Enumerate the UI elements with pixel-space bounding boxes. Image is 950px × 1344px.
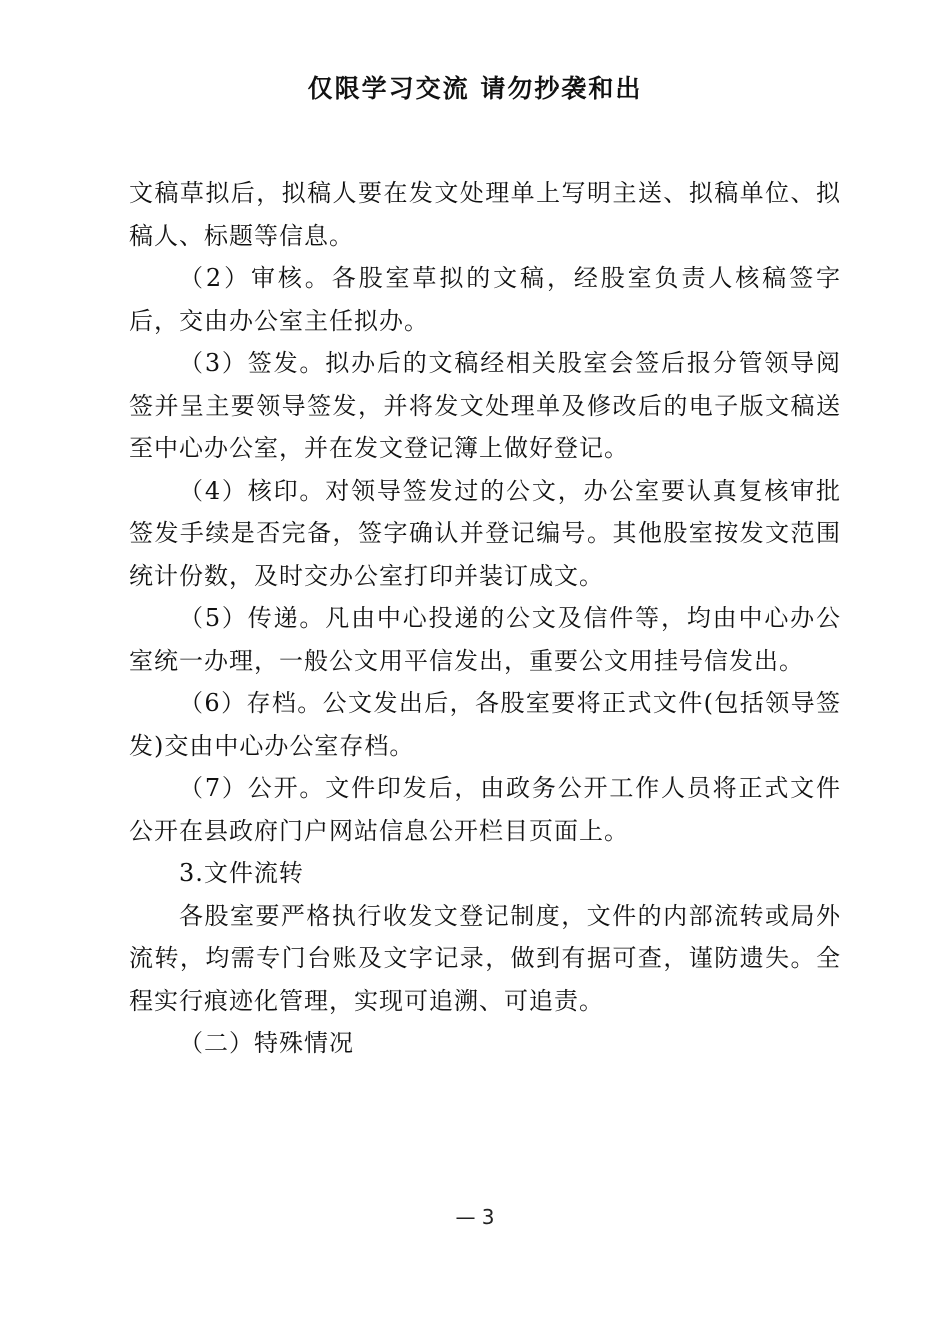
- paragraph-delivery: （5）传递。凡由中心投递的公文及信件等，均由中心办公室统一办理，一般公文用平信发出，重要公文用挂号信发出。: [129, 604, 841, 675]
- paragraph-draft-info: 文稿草拟后，拟稿人要在发文处理单上写明主送、拟稿单位、拟稿人、标题等信息。: [129, 179, 841, 250]
- section-heading-special-cases: （二）特殊情况: [179, 1029, 354, 1057]
- page-header: 仅限学习交流 请勿抄袭和出: [307, 74, 643, 103]
- paragraph-archive: （6）存档。公文发出后，各股室要将正式文件(包括领导签发)交由中心办公室存档。: [129, 689, 841, 760]
- document-body: [129, 172, 841, 1065]
- paragraph-sign-off: （3）签发。拟办后的文稿经相关股室会签后报分管领导阅签并呈主要领导签发，并将发文处理单及修改后的电子版文稿送 至中心办公室，并在发文登记簿上做好登记。: [129, 349, 841, 462]
- paragraph-circulation-rules: 各股室要严格执行收发文登记制度，文件的内部流转或局外流转，均需专门台账及文字记录，做到有据可查，谨防遗失。全程实行痕迹化管理，实现可追溯、可追责。: [129, 901, 841, 1015]
- paragraph-publish: （7）公开。文件印发后，由政务公开工作人员将正式文件公开在县政府门户网站信息公开栏目页面上。: [129, 774, 841, 845]
- paragraph-verify-print: （4）核印。对领导签发过的公文，办公室要认真复核审批签发手续是否完备，签字确认并登记编号。其他股室按发文范围 统计份数，及时交办公室打印并装订成文。: [129, 476, 841, 590]
- paragraph-review: （2）审核。各股室草拟的文稿，经股室负责人核稿签字后，交由办公室主任拟办。: [129, 264, 841, 335]
- section-heading-file-circulation: 3.文件流转: [179, 859, 304, 887]
- page-number: — 3: [455, 1205, 495, 1229]
